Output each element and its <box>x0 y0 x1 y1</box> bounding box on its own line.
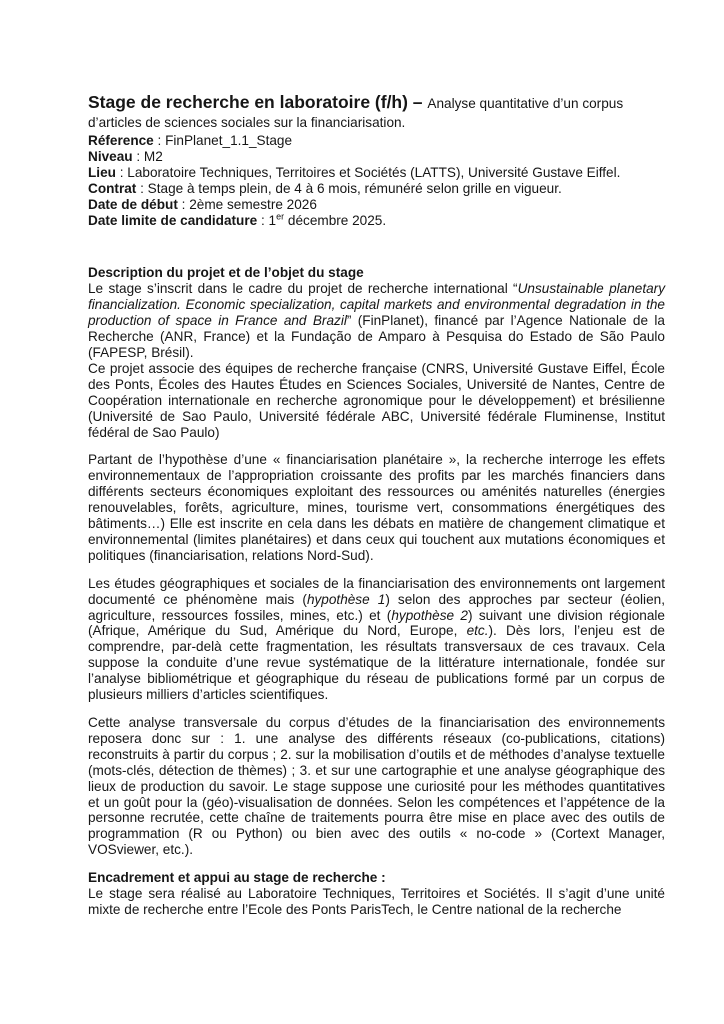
text-segment: Le stage s’inscrit dans le cadre du projet de recherche international “ <box>88 281 518 297</box>
field-date-limite <box>88 213 665 229</box>
text-segment: Date limite de candidature <box>88 212 258 228</box>
text-segment: ) suivant une division régionale (Afrique, Amérique du Sud, Amérique du Nord, Europe, <box>88 607 665 639</box>
field-contrat <box>88 181 665 197</box>
paragraph-project-teams <box>88 361 665 441</box>
paragraph-hypothesis <box>88 452 665 563</box>
document-content <box>88 93 665 918</box>
text-segment: ). Dès lors, l’enjeu est de comprendre, par-delà cette fragmentation, les résultats transversaux de ces travaux. Cela suppose la conduite d’une revue systématique de la littérature internationale, fondée sur l’analyse bibliométrique et géographique du réseau de publications formé par un corpus de plusieurs milliers d’articles scientifiques. <box>88 623 665 703</box>
text-segment: Niveau <box>88 148 133 164</box>
text-segment: : 2ème semestre 2026 <box>177 196 317 212</box>
field-reference <box>88 133 665 149</box>
text-segment: Ce projet associe des équipes de recherche française (CNRS, Université Gustave Eiffel, École des Ponts, Écoles des Hautes Études en Sciences Sociales, Université de Nantes, Centre de Coopération internationale en recherche agronomique pour le développement) et brésilienne (Université de Sao Paulo, Université fédérale ABC, Université fédérale Fluminense, Institut fédéral de Sao Paulo) <box>88 360 665 440</box>
text-segment: : FinPlanet_1.1_Stage <box>153 133 293 148</box>
text-segment: ) selon des approches par secteur (éolien, agriculture, ressources fossiles, mines, etc.) et ( <box>88 591 665 623</box>
text-segment: ” (FinPlanet), financé par l’Agence Nationale de la Recherche (ANR, France) et la Fundação de Amparo à Pesquisa do Estado de São Paulo (FAPESP, Brésil). <box>88 313 665 360</box>
text-segment: : M2 <box>132 148 163 164</box>
text-segment: : Stage à temps plein, de 4 à 6 mois, rémunéré selon grille en vigueur. <box>136 180 562 196</box>
paragraph-encadrement <box>88 886 665 918</box>
field-date-debut <box>88 197 665 213</box>
text-segment: er <box>276 211 285 221</box>
text-segment: Lieu <box>88 164 116 180</box>
text-segment: Les études géographiques et sociales de la financiarisation des environnements ont largement documenté ce phénomène mais ( <box>88 575 665 607</box>
text-segment: Encadrement et appui au stage de recherche : <box>88 870 386 886</box>
text-segment: Le stage sera réalisé au Laboratoire Techniques, Territoires et Sociétés. Il s’agit d’une unité mixte de recherche entre l’Ecole des Ponts ParisTech, le Centre national de la recherche <box>88 886 665 917</box>
field-niveau <box>88 149 665 165</box>
text-segment: Date de début <box>88 196 178 212</box>
field-lieu <box>88 165 665 181</box>
text-segment: Cette analyse transversale du corpus d’études de la financiarisation des environnements reposera donc sur : 1. une analyse des différents réseaux (co-publications, citations) reconstruits à partir du corpus ; 2. sur la mobilisation d’outils et de méthodes d’analyse textuelle (mots-clés, détection de thèmes) ; 3. et sur une cartographie et une analyse géographique des lieux de production du savoir. Le stage suppose une curiosité pour les méthodes quantitatives et un goût pour la (géo)-visualisation de données. Selon les compétences et l’appétence de la personne recrutée, cette chaîne de traitements pourra être mise en place avec des outils de programmation (R ou Python) ou bien avec des outils « no-code » (Cortext Manager, VOSviewer, etc.). <box>88 715 665 858</box>
text-segment: Partant de l’hypothèse d’une « financiarisation planétaire », la recherche interroge les effets environnementaux de l’appropriation croissante des profits par les marchés financiers dans différents secteurs économiques exploitant des ressources ou aménités naturelles (énergies renouvelables, forêts, agriculture, mines, tourisme vert, consommations énergétiques des bâtiments…) Elle est inscrite en cela dans les débats en matière de changement climatique et environnemental (limites planétaires) et dans ceux qui touchent aux mutations économiques et politiques (financiarisation, relations Nord-Sud). <box>88 452 665 563</box>
text-segment: Contrat <box>88 180 137 196</box>
text-segment: : 1 <box>257 212 277 228</box>
job-title <box>88 93 665 132</box>
paragraph-literature-review <box>88 576 665 703</box>
text-segment: hypothèse 1 <box>306 591 386 607</box>
paragraph-project-intro <box>88 281 665 361</box>
text-segment: Réference <box>88 133 154 148</box>
section-heading-description <box>88 265 665 281</box>
text-segment: Unsustainable planetary financialization. Economic specialization, capital markets and environmental degradation in the production of space in France and Brazil <box>88 281 665 329</box>
text-segment: : Laboratoire Techniques, Territoires et Sociétés (LATTS), Université Gustave Eiffel. <box>115 164 621 180</box>
section-heading-encadrement <box>88 870 665 886</box>
text-segment: Description du projet et de l’objet du stage <box>88 265 364 281</box>
text-segment: hypothèse 2 <box>391 607 468 623</box>
text-segment: Stage de recherche en laboratoire (f/h) – <box>88 92 428 112</box>
text-segment: etc. <box>466 623 489 639</box>
paragraph-analysis-methods <box>88 715 665 858</box>
text-segment: Analyse quantitative d’un corpus d’articles de sciences sociales sur la financiarisation. <box>88 96 624 130</box>
text-segment: décembre 2025. <box>284 212 387 228</box>
